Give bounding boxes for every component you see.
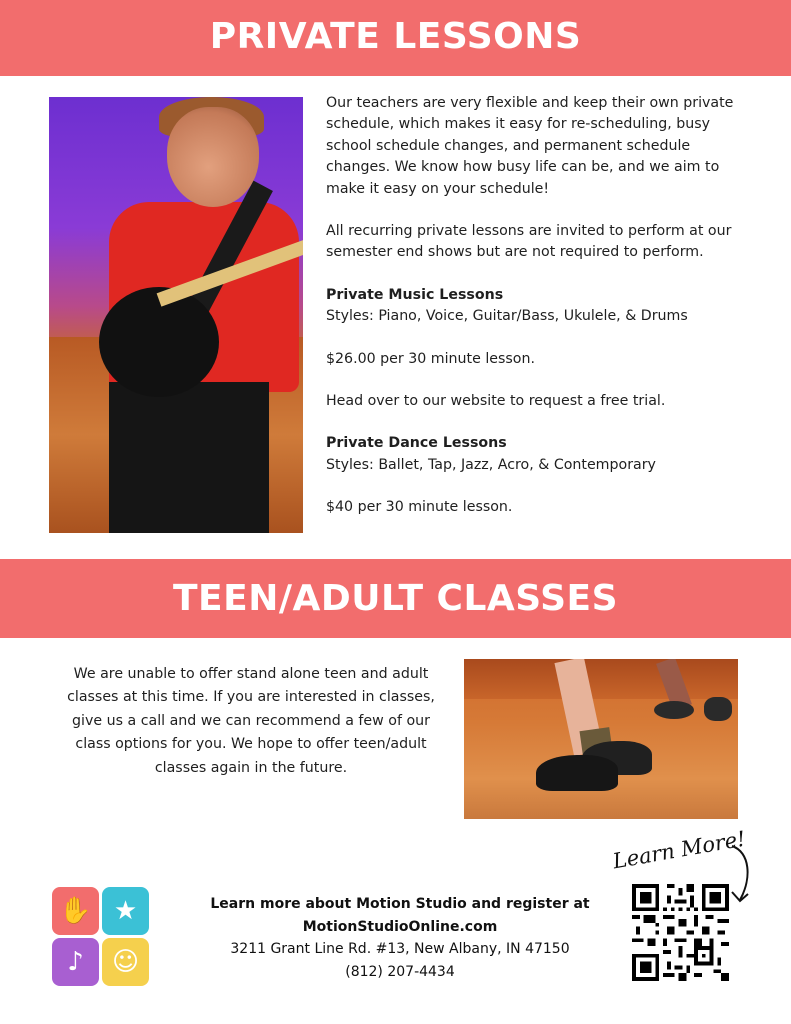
private-lessons-intro: Our teachers are very flexible and keep their own private schedule, which makes it easy for re-scheduling, busy school schedule changes, and permanent schedule changes. We know how busy life can be, and we aim to make it easy on your schedule!: [326, 95, 734, 197]
guitarist-photo: [49, 97, 303, 533]
address: 3211 Grant Line Rd. #13, New Albany, IN 47150: [230, 941, 570, 957]
teen-adult-text: We are unable to offer stand alone teen and adult classes at this time. If you are interested in classes, give us a call and we can recommend a few of our class options for you. We hope to offer teen/adult classes again in the future.: [67, 666, 435, 776]
website-link[interactable]: MotionStudioOnline.com: [302, 918, 498, 935]
qr-code[interactable]: [632, 884, 729, 981]
music-lessons-heading: Private Music Lessons: [326, 286, 504, 303]
private-lessons-title: PRIVATE LESSONS: [209, 16, 582, 57]
private-lessons-text: [326, 93, 746, 540]
phone-number: (812) 207-4434: [345, 963, 455, 980]
curved-arrow-icon: [726, 842, 756, 906]
music-note-icon: ♪: [52, 938, 99, 986]
learn-more-label: Learn More!: [610, 826, 748, 874]
dancer-icon: ★: [102, 887, 149, 935]
music-lessons-price: $26.00 per 30 minute lesson.: [326, 350, 535, 367]
theater-masks-icon: ☺: [102, 938, 149, 986]
private-lessons-banner: [0, 0, 791, 76]
footer-learn-line: Learn more about Motion Studio and register at: [210, 896, 590, 912]
footer-contact: [200, 893, 600, 983]
teen-adult-title: TEEN/ADULT CLASSES: [172, 578, 619, 619]
music-lessons-styles: Styles: Piano, Voice, Guitar/Bass, Ukulele, & Drums: [326, 308, 688, 325]
dance-lessons-heading: Private Dance Lessons: [326, 435, 507, 452]
free-trial-note: Head over to our website to request a free trial.: [326, 393, 666, 410]
recurring-lessons-note: All recurring private lessons are invited to perform at our semester end shows but are not required to perform.: [326, 223, 732, 261]
dance-lessons-price: $40 per 30 minute lesson.: [326, 499, 513, 516]
dance-lessons-styles: Styles: Ballet, Tap, Jazz, Acro, & Contemporary: [326, 456, 656, 473]
motion-studio-logo: [52, 887, 150, 987]
teen-adult-banner: [0, 559, 791, 638]
hand-icon: ✋: [52, 887, 99, 935]
tap-shoes-photo: [464, 659, 738, 819]
